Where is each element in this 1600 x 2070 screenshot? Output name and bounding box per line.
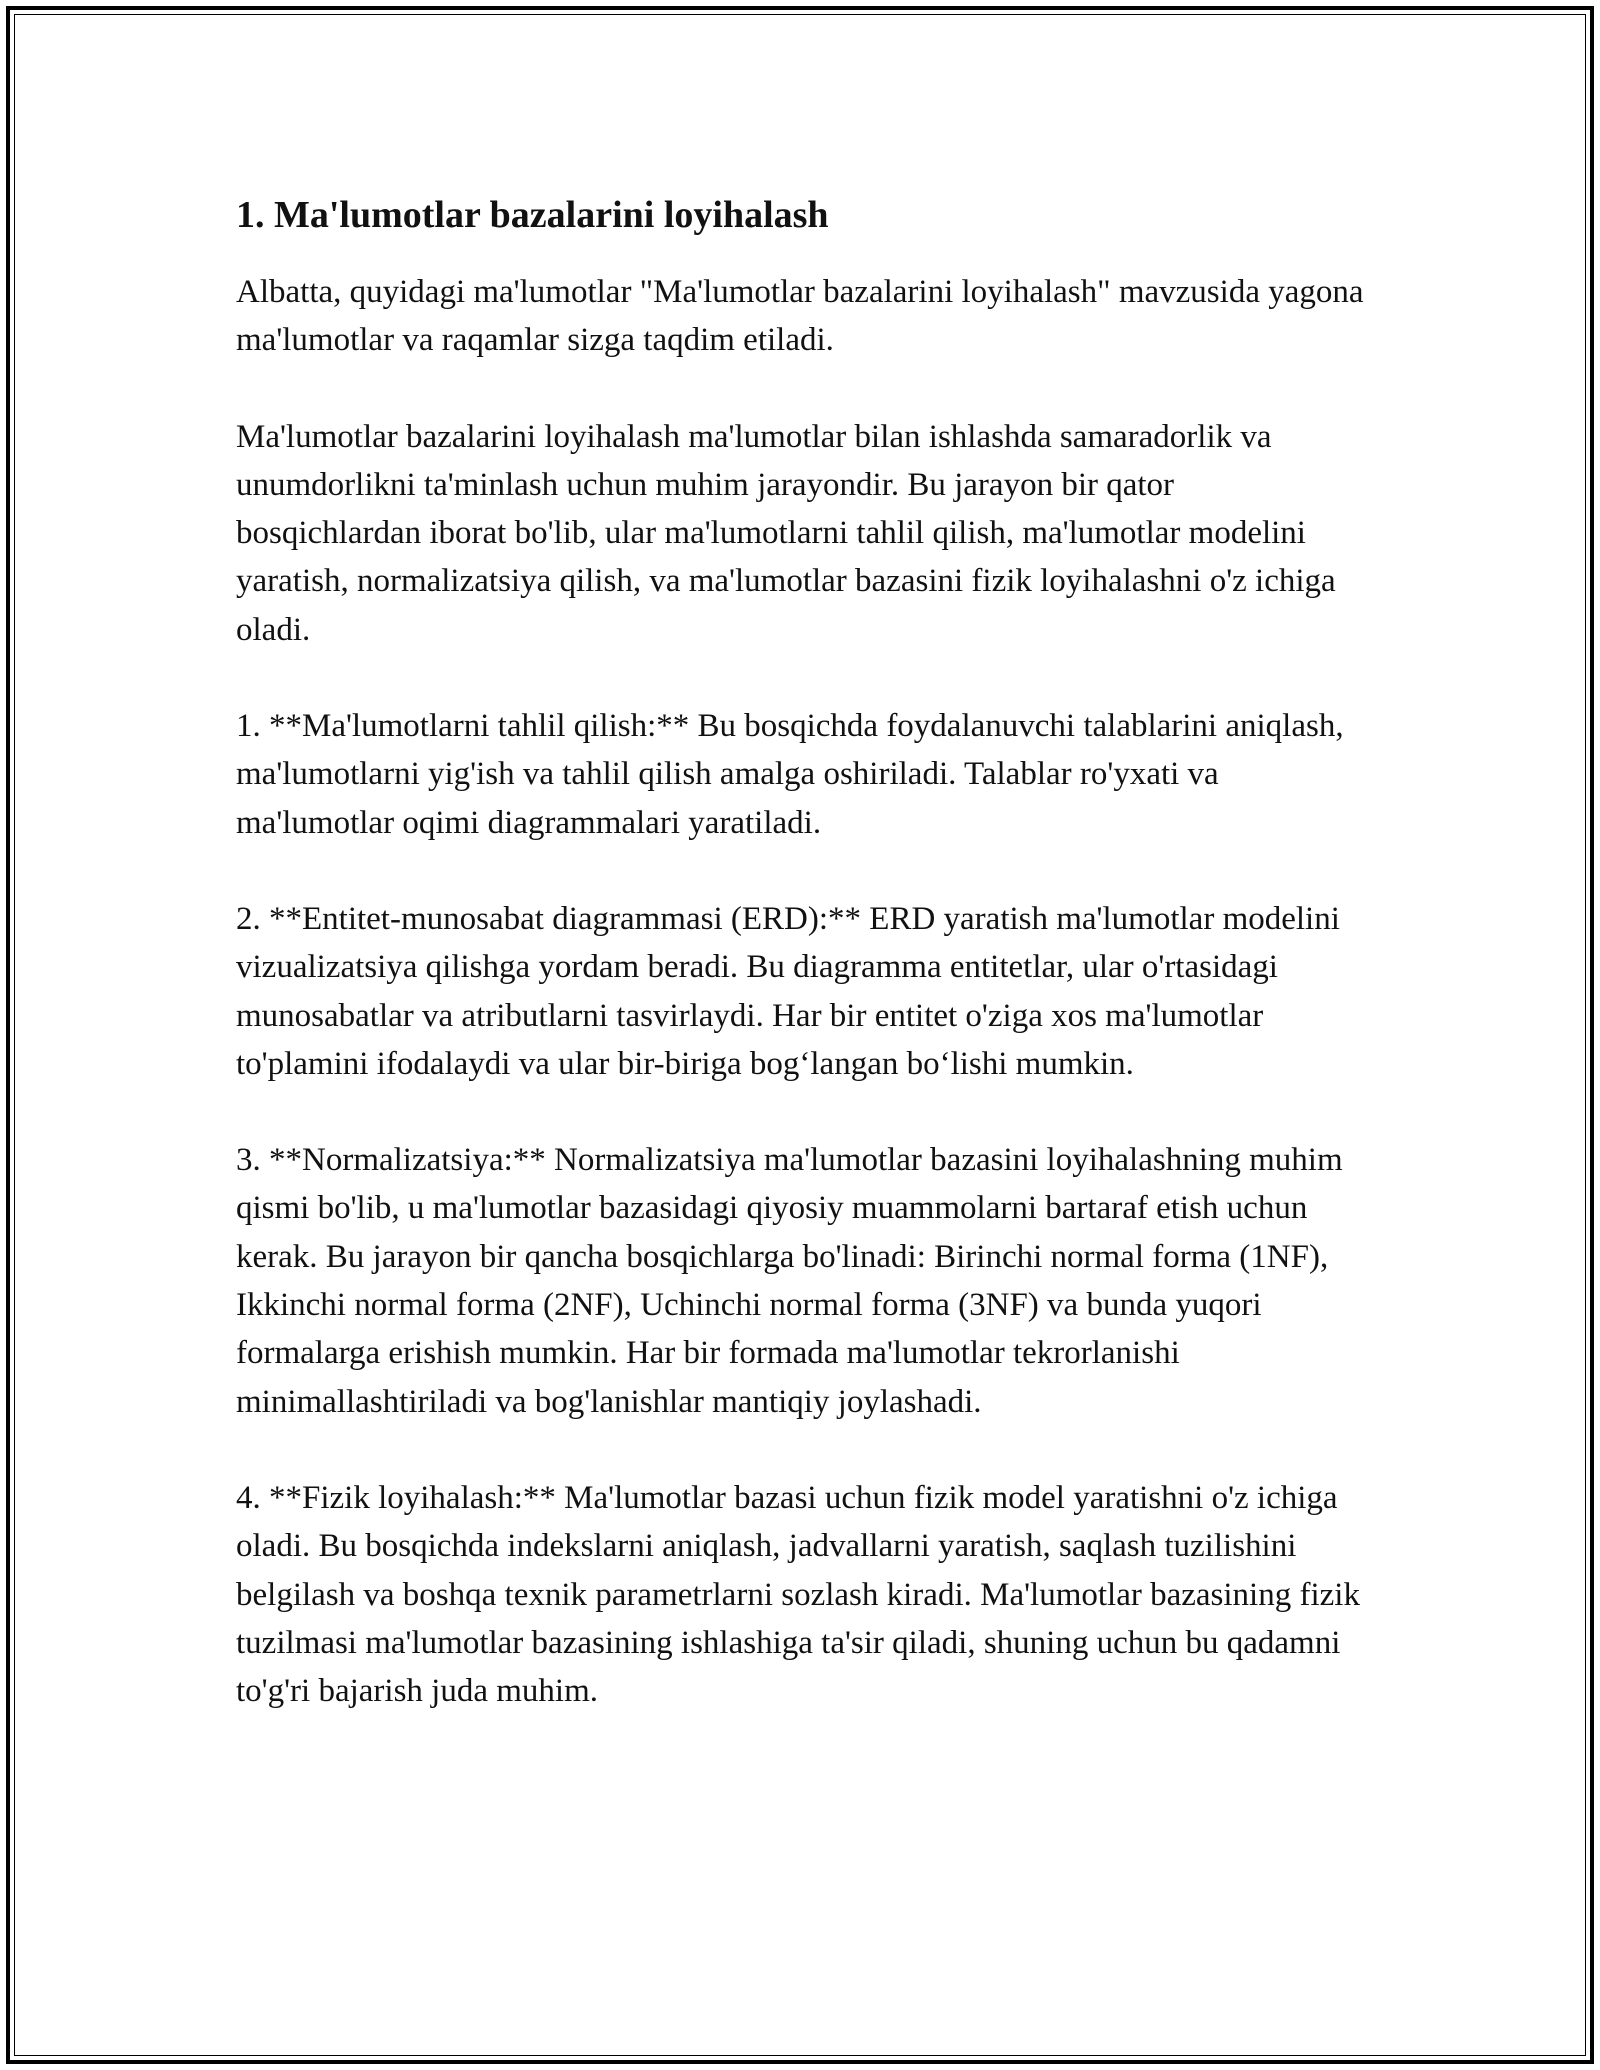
paragraph-step-1: 1. **Ma'lumotlarni tahlil qilish:** Bu bosqichda foydalanuvchi talablarini aniqlash, ma'lumotlarni yig'ish va tahlil qilish amalga oshiriladi. Talablar ro'yxati va ma'lumotlar oqimi diagrammalari yaratiladi. — [236, 708, 1344, 841]
paragraph-step-3: 3. **Normalizatsiya:** Normalizatsiya ma'lumotlar bazasini loyihalashning muhim qismi bo'lib, u ma'lumotlar bazasidagi qiyosiy muammolarni bartaraf etish uchun kerak. Bu jarayon bir qancha bosqichlarga bo'linadi: Birinchi normal forma (1NF), Ikkinchi normal forma (2NF), Uchinchi normal forma (3NF) va bunda yuqori formalarga erishish mumkin. Har bir formada ma'lumotlar tekrorlanishi minimallashtiriladi va bog'lanishlar mantiqiy joylashadi. — [236, 1142, 1343, 1420]
paragraph-step-2: 2. **Entitet-munosabat diagrammasi (ERD):** ERD yaratish ma'lumotlar modelini vizualizatsiya qilishga yordam beradi. Bu diagramma entitetlar, ular o'rtasidagi munosabatlar va atributlarni tasvirlaydi. Har bir entitet o'ziga xos ma'lumotlar to'plamini ifodalaydi va ular bir-biriga bog‘langan bo‘lishi mumkin. — [236, 900, 1340, 1082]
paragraph-overview: Ma'lumotlar bazalarini loyihalash ma'lumotlar bilan ishlashda samaradorlik va unumdorlikni ta'minlash uchun muhim jarayondir. Bu jarayon bir qator bosqichlardan iborat bo'lib, ular ma'lumotlarni tahlil qilish, ma'lumotlar modelini yaratish, normalizatsiya qilish, va ma'lumotlar bazasini fizik loyihalashni o'z ichiga oladi. — [236, 418, 1336, 648]
document-title: 1. Ma'lumotlar bazalarini loyihalash — [236, 194, 829, 236]
paragraph-intro: Albatta, quyidagi ma'lumotlar "Ma'lumotlar bazalarini loyihalash" mavzusida yagona ma'lumotlar va raqamlar sizga taqdim etiladi. — [236, 274, 1364, 359]
paragraph-step-4: 4. **Fizik loyihalash:** Ma'lumotlar bazasi uchun fizik model yaratishni o'z ichiga oladi. Bu bosqichda indekslarni aniqlash, jadvallarni yaratish, saqlash tuzilishini belgilash va boshqa texnik parametrlarni sozlash kiradi. Ma'lumotlar bazasining fizik tuzilmasi ma'lumotlar bazasining ishlashiga ta'sir qiladi, shuning uchun bu qadamni to'g'ri bajarish juda muhim. — [236, 1479, 1360, 1710]
document-body — [236, 188, 1366, 1763]
